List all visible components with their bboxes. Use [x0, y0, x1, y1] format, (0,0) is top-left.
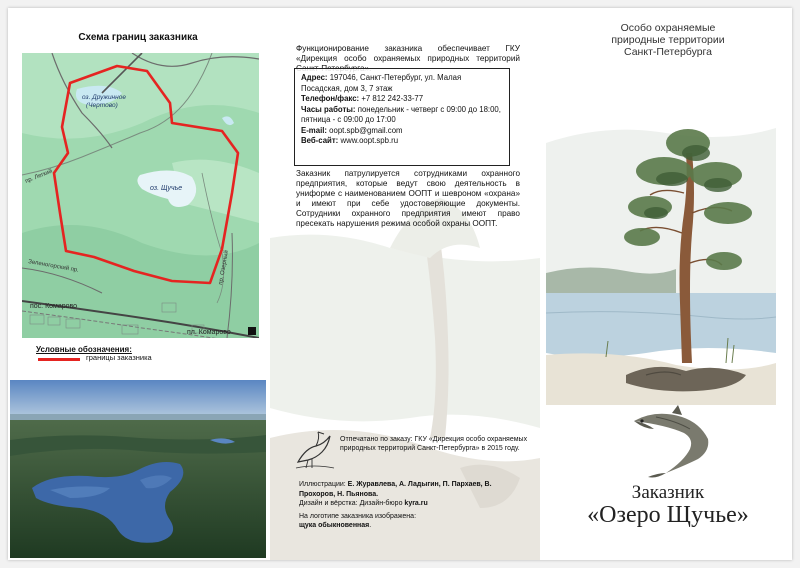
brochure-sheet — [8, 8, 792, 560]
reserve-type-label: Заказник — [631, 482, 705, 503]
printed-by-text: Отпечатано по заказу: ГКУ «Дирекция особо охраняемых природных территорий Санкт-Петербурга» в 2015 году. — [340, 436, 528, 452]
logo-species: щука обыкновенная — [299, 522, 370, 529]
lake-shchuchye-label: оз. Щучье — [150, 185, 183, 192]
design-label: Дизайн и вёрстка: — [299, 500, 358, 507]
subtitle-line-1: Особо охраняемые — [620, 22, 716, 34]
reserve-name: «Озеро Щучье» — [587, 502, 749, 528]
river-right-label: пр. Озерный — [218, 249, 231, 286]
station-label: пл. Комарово — [187, 329, 231, 336]
lake-chertovo-label: (Чертово) — [86, 102, 118, 109]
legend-boundary-swatch — [38, 358, 80, 361]
logo-note: На логотипе заказника изображена: — [299, 512, 417, 520]
legend-title: Условные обозначения: — [36, 345, 132, 354]
heron-logo-icon — [294, 428, 338, 470]
website-value[interactable]: www.oopt.spb.ru — [340, 136, 399, 145]
river-left-label: пр. Легкий — [24, 168, 54, 185]
aerial-lake-photo — [10, 380, 266, 558]
pine-tree-watercolor — [546, 113, 776, 405]
intro-text: Функционирование заказника обеспечивает ГКУ «Дирекция особо охраняемых природных территорий — [296, 44, 520, 63]
design-site[interactable]: kyra.ru — [404, 500, 428, 507]
contact-box — [294, 68, 510, 166]
address-value: 197046, Санкт-Петербург, ул. Малая Посадская, дом 3, 7 этаж — [301, 73, 462, 93]
legend-boundary-label: границы заказника — [86, 353, 152, 362]
pike-logo-icon — [626, 403, 716, 483]
website-label: Веб-сайт: — [301, 136, 339, 145]
village-label: пос. Комарово — [30, 303, 78, 310]
subtitle-line-2: природные территории — [611, 34, 725, 46]
reserve-boundary-map — [22, 53, 259, 338]
map-title: Схема границ заказника — [78, 32, 198, 43]
email-value[interactable]: oopt.spb@gmail.com — [329, 125, 403, 135]
design-studio: Дизайн-бюро — [359, 500, 403, 507]
railway-label: Зеленогорский пр. — [27, 259, 80, 274]
illustrations-label: Иллюстрации: — [299, 481, 346, 488]
subtitle-line-3: Санкт-Петербурга — [624, 46, 712, 58]
phone-value: +7 812 242-33-77 — [361, 94, 424, 103]
logo-species-period: . — [369, 522, 372, 529]
phone-label: Телефон/факс: — [301, 94, 360, 103]
station-marker — [248, 327, 256, 335]
hours-label: Часы работы: — [301, 104, 356, 114]
credits-block — [299, 480, 519, 531]
hours-value: понедельник - четверг с 09:00 до 18:00, пятница - с 09:00 до 17:00 — [301, 104, 501, 124]
address-label: Адрес: — [301, 73, 328, 82]
email-label: E-mail: — [301, 125, 327, 135]
patrol-text: Заказник патрулируется сотрудниками охранного предприятия, которые ведут свою деятельность в униформе с наименованием ООПТ и шевроном «охрана» и имеют при себе удостоверяющие документы. Сотрудники охранного предприятия имеют право пресекать нарушения режима особой охраны ООПТ. — [296, 169, 520, 228]
cover-subtitle — [568, 22, 768, 58]
illustrations-names: Е. Журавлева, А. Ладыгин, П. Пархаев, В. Прохоров, Н. Пьянова. — [299, 481, 492, 498]
lake-druzhinnoe-label: оз. Дружинное — [82, 94, 126, 101]
